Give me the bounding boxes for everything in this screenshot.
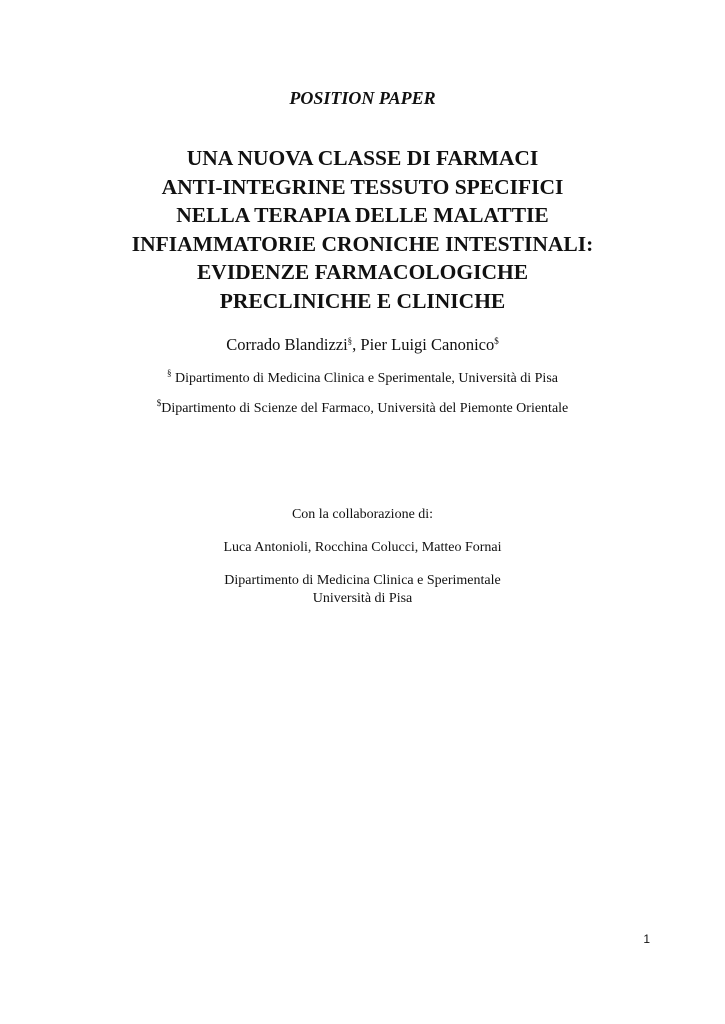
title-line: EVIDENZE FARMACOLOGICHE [196, 260, 529, 284]
affiliation-text: Dipartimento di Medicina Clinica e Sperimentale, Università di Pisa [171, 371, 558, 386]
title-line: ANTI-INTEGRINE TESSUTO SPECIFICI [161, 174, 564, 199]
author-name: Pier Luigi Canonico [360, 335, 495, 354]
affiliation [0, 370, 725, 388]
author-affiliation-mark: $ [494, 336, 499, 346]
document-title [0, 144, 725, 315]
author-name: Corrado Blandizzi [226, 335, 348, 354]
title-line: INFIAMMATORIE CRONICHE INTESTINALI: [131, 231, 594, 256]
page-number: 1 [643, 932, 650, 946]
affiliation-mark: $ [156, 398, 162, 408]
collaborator-names: Luca Antonioli, Rocchina Colucci, Matteo Fornai [223, 540, 502, 555]
affiliation-mark: § [167, 368, 172, 378]
affiliation [0, 400, 725, 418]
title-line: NELLA TERAPIA DELLE MALATTIE [176, 203, 549, 227]
affiliation-text: Dipartimento di Scienze del Farmaco, Università del Piemonte Orientale [161, 401, 569, 416]
title-line: PRECLINICHE E CLINICHE [219, 288, 506, 313]
author-affiliation-mark: § [347, 336, 353, 346]
document-kicker: POSITION PAPER [289, 88, 436, 108]
author-separator: , [352, 335, 361, 354]
department-line: Università di Pisa [312, 591, 413, 606]
title-line: UNA NUOVA CLASSE DI FARMACI [186, 146, 539, 170]
author-list [0, 334, 725, 356]
collaboration-department [0, 572, 725, 608]
collaboration-label: Con la collaborazione di: [291, 507, 434, 522]
department-line: Dipartimento di Medicina Clinica e Sperimentale [224, 573, 501, 588]
